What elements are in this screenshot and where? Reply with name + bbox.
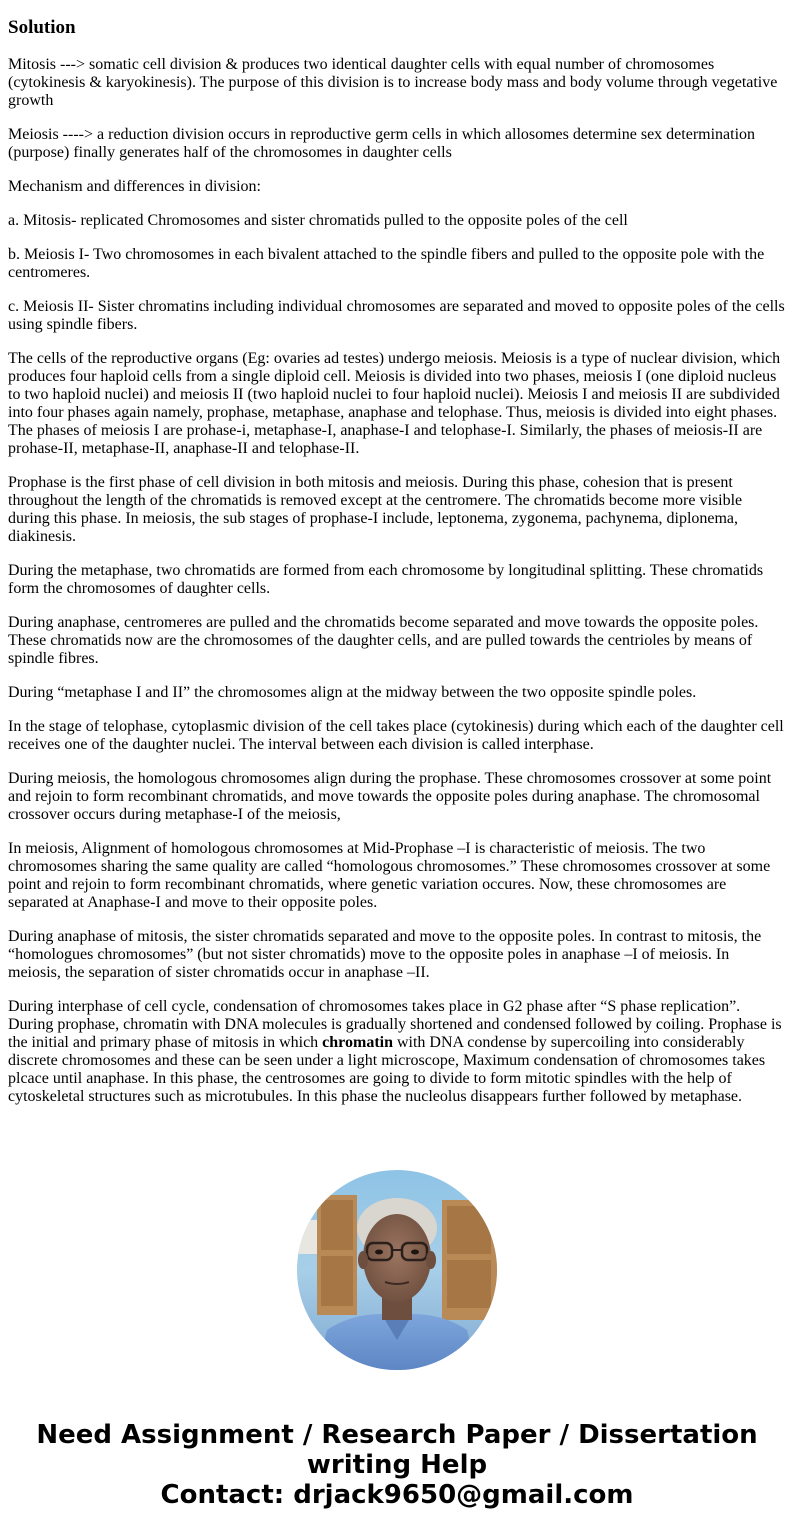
author-portrait-image xyxy=(297,1170,497,1370)
paragraph: During meiosis, the homologous chromosomes align during the prophase. These chromosomes crossover at some point and rejoin to form recombinant chromatids, and move towards the opposite poles during anaphase. The chromosomal crossover occurs during metaphase-I of the meiosis, xyxy=(8,770,772,823)
paragraph: b. Meiosis I- Two chromosomes in each bivalent attached to the spindle fibers and pulled to the opposite pole with the centromeres. xyxy=(8,246,765,281)
paragraph: Mechanism and differences in division: xyxy=(8,178,261,195)
footer-contact-email: Contact: drjack9650@gmail.com xyxy=(160,1480,634,1510)
paragraph: During the metaphase, two chromatids are formed from each chromosome by longitudinal splitting. These chromatids form the chromosomes of daughter cells. xyxy=(8,562,764,597)
paragraph: a. Mitosis- replicated Chromosomes and sister chromatids pulled to the opposite poles of the cell xyxy=(8,212,628,229)
paragraph: During anaphase, centromeres are pulled and the chromatids become separated and move towards the opposite poles. These chromatids now are the chromosomes of the daughter cells, and are pulled towards the centrioles by means of spindle fibres. xyxy=(8,614,759,667)
paragraph-last xyxy=(8,998,786,1106)
footer-contact xyxy=(0,1420,794,1510)
page-title: Solution xyxy=(8,17,76,38)
paragraph: In the stage of telophase, cytoplasmic division of the cell takes place (cytokinesis) during which each of the daughter cell receives one of the daughter nuclei. The interval between each division is called interphase. xyxy=(8,718,784,753)
paragraph-text: with DNA condense by supercoiling into considerably discrete chromosomes and these can be seen under a light microscope, Maximum condensation of chromosomes takes plcace until anaphase. In this phase, the centrosomes are going to divide to form mitotic spindles with the help of cytoskeletal structures such as microtubules. In this phase the nucleolus disappears further followed by metaphase. xyxy=(8,1034,766,1105)
footer-line: Need Assignment / Research Paper / Dissertation xyxy=(36,1420,758,1450)
paragraph: During anaphase of mitosis, the sister chromatids separated and move to the opposite poles. In contrast to mitosis, the “homologues chromosomes” (but not sister chromatids) move to the opposite poles in anaphase –I of meiosis. In meiosis, the separation of sister chromatids occur in anaphase –II. xyxy=(8,928,762,981)
solution-content xyxy=(0,17,794,1106)
bold-term: chromatin xyxy=(322,1034,393,1051)
paragraph: c. Meiosis II- Sister chromatins including individual chromosomes are separated and moved to opposite poles of the cells using spindle fibers. xyxy=(8,298,785,333)
paragraph: The cells of the reproductive organs (Eg: ovaries ad testes) undergo meiosis. Meiosis is a type of nuclear division, which produces four haploid cells from a single diploid cell. Meiosis is divided into two phases, meiosis I (one diploid nucleus to two haploid nuclei) and meiosis II (two haploid nuclei to four haploid nuclei). Meiosis I and meiosis II are subdivided into four phases again namely, prophase, metaphase, anaphase and telophase. Thus, meiosis is divided into eight phases. The phases of meiosis I are prohase-i, metaphase-I, anaphase-I and telophase-I. Similarly, the phases of meiosis-II are prohase-II, metaphase-II, anaphase-II and telophase-II. xyxy=(8,350,781,457)
paragraph-text: During interphase of cell cycle, condensation of chromosomes takes place in G2 phase after “S phase replication”. During prophase, chromatin with DNA molecules is gradually shortened and condensed followed by coiling. Prophase is the initial and primary phase of mitosis in which xyxy=(8,998,782,1051)
paragraph: During “metaphase I and II” the chromosomes align at the midway between the two opposite spindle poles. xyxy=(8,684,697,701)
author-avatar xyxy=(297,1170,497,1370)
paragraph: Mitosis ---> somatic cell division & produces two identical daughter cells with equal number of chromosomes (cytokinesis & karyokinesis). The purpose of this division is to increase body mass and body volume through vegetative growth xyxy=(8,56,778,109)
paragraph: In meiosis, Alignment of homologous chromosomes at Mid-Prophase –I is characteristic of meiosis. The two chromosomes sharing the same quality are called “homologous chromosomes.” These chromosomes crossover at some point and rejoin to form recombinant chromatids, where genetic variation occures. Now, these chromosomes are separated at Anaphase-I and move to their opposite poles. xyxy=(8,840,771,911)
paragraph: Prophase is the first phase of cell division in both mitosis and meiosis. During this phase, cohesion that is present throughout the length of the chromatids is removed except at the centromere. The chromatids become more visible during this phase. In meiosis, the sub stages of prophase-I include, leptonema, zygonema, pachynema, diplonema, diakinesis. xyxy=(8,474,743,545)
footer-line: writing Help xyxy=(306,1450,488,1480)
paragraph: Meiosis ----> a reduction division occurs in reproductive germ cells in which allosomes determine sex determination (purpose) finally generates half of the chromosomes in daughter cells xyxy=(8,126,756,161)
